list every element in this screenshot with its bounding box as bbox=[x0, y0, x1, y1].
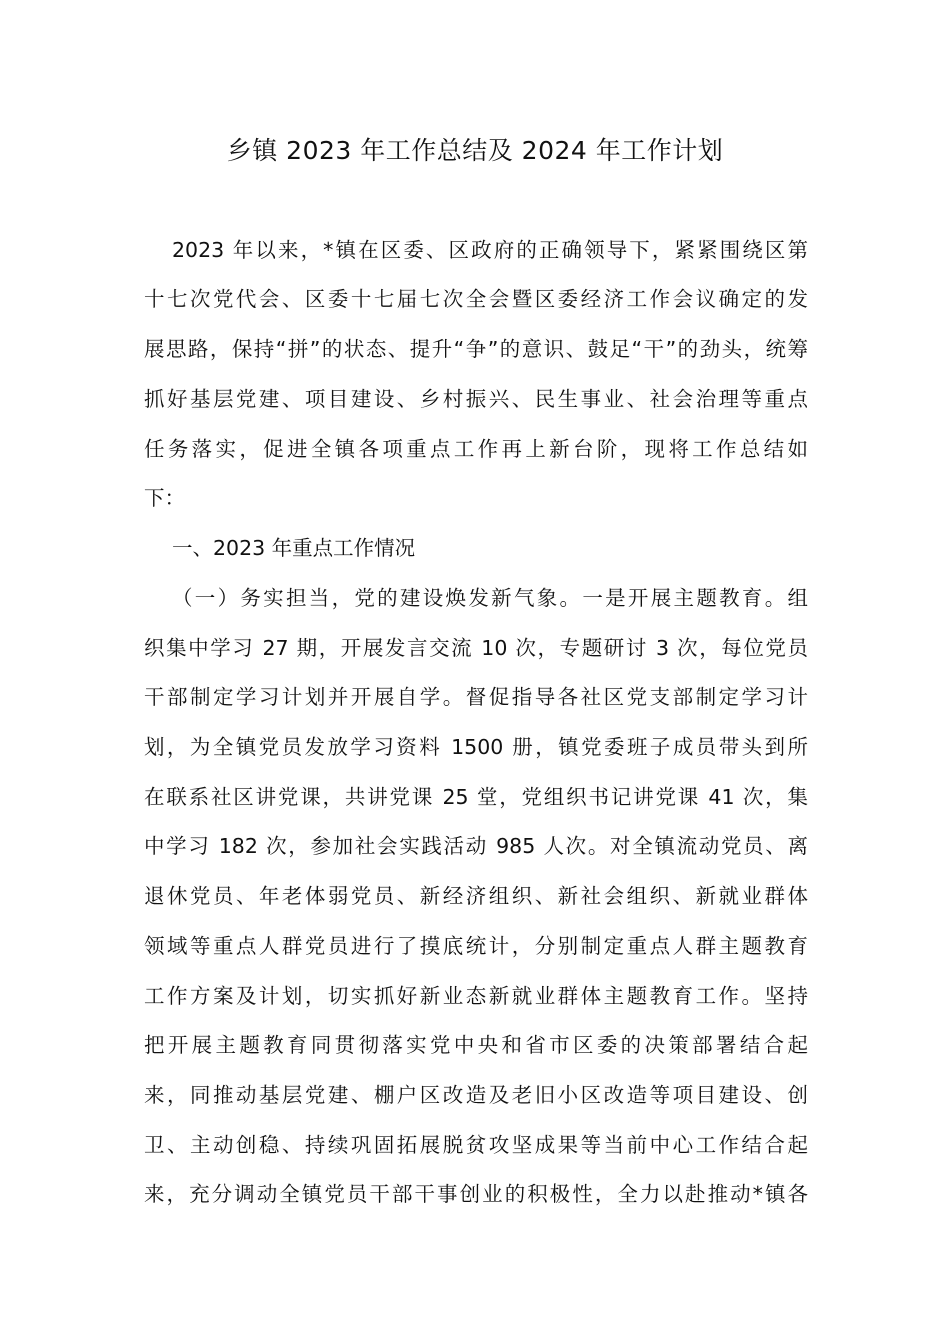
intro-line: 2023 年以来，*镇在区委、区政府的正确领导下，紧紧围绕区第 bbox=[172, 238, 808, 262]
body-line: 划，为全镇党员发放学习资料 1500 册，镇党委班子成员带头到所 bbox=[144, 735, 808, 759]
body-line: 领域等重点人群党员进行了摸底统计，分别制定重点人群主题教育 bbox=[144, 934, 808, 958]
body-line: 织集中学习 27 期，开展发言交流 10 次，专题研讨 3 次，每位党员 bbox=[144, 636, 808, 660]
intro-line: 任务落实，促进全镇各项重点工作再上新台阶，现将工作总结如 bbox=[144, 437, 808, 461]
body-line: 退休党员、年老体弱党员、新经济组织、新社会组织、新就业群体 bbox=[144, 884, 808, 908]
body-line: 把开展主题教育同贯彻落实党中央和省市区委的决策部署结合起 bbox=[144, 1033, 808, 1057]
body-line: 工作方案及计划，切实抓好新业态新就业群体主题教育工作。坚持 bbox=[144, 984, 808, 1008]
body-line: 来，充分调动全镇党员干部干事创业的积极性，全力以赴推动*镇各 bbox=[144, 1182, 808, 1206]
intro-line: 抓好基层党建、项目建设、乡村振兴、民生事业、社会治理等重点 bbox=[144, 387, 808, 411]
body-line: 在联系社区讲党课，共讲党课 25 堂，党组织书记讲党课 41 次，集 bbox=[144, 785, 808, 809]
body-line: 卫、主动创稳、持续巩固拓展脱贫攻坚成果等当前中心工作结合起 bbox=[144, 1133, 808, 1157]
body-line: （一）务实担当，党的建设焕发新气象。一是开展主题教育。组 bbox=[172, 586, 808, 610]
intro-line: 十七次党代会、区委十七届七次全会暨区委经济工作会议确定的发 bbox=[144, 287, 808, 311]
intro-line: 展思路，保持“拼”的状态、提升“争”的意识、鼓足“干”的劲头，统筹 bbox=[144, 337, 808, 361]
document-title: 乡镇 2023 年工作总结及 2024 年工作计划 bbox=[226, 136, 724, 165]
section-heading: 一、2023 年重点工作情况 bbox=[172, 536, 416, 560]
body-line: 来，同推动基层党建、棚户区改造及老旧小区改造等项目建设、创 bbox=[144, 1083, 808, 1107]
body-line: 干部制定学习计划并开展自学。督促指导各社区党支部制定学习计 bbox=[144, 685, 808, 709]
body-line: 中学习 182 次，参加社会实践活动 985 人次。对全镇流动党员、离 bbox=[144, 834, 808, 858]
intro-line: 下： bbox=[144, 486, 185, 510]
